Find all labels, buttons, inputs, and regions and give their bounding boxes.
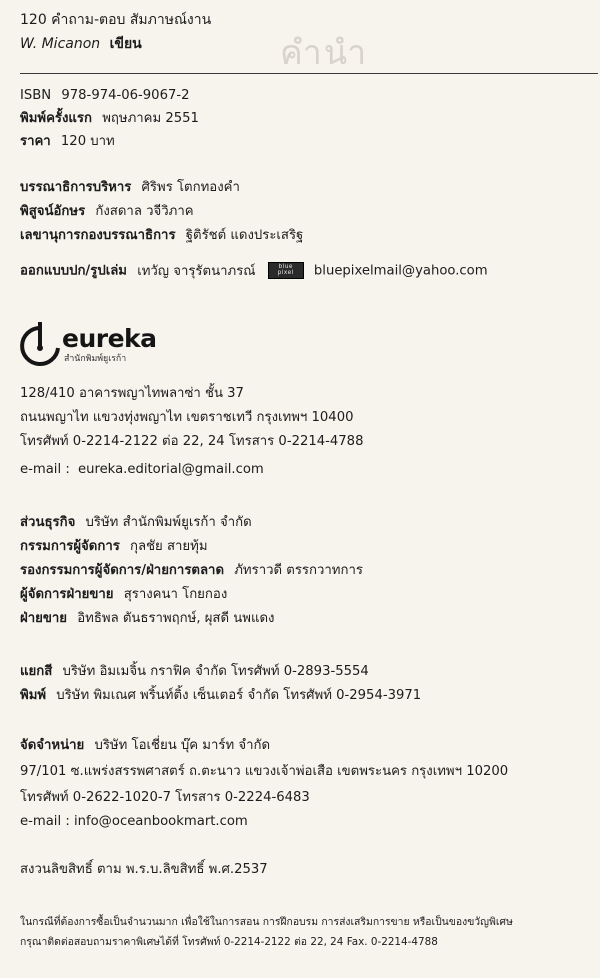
author-line <box>20 36 142 52</box>
credit-role: เลขานุการกองบรรณาธิการ <box>20 228 176 243</box>
eureka-logo <box>18 318 158 374</box>
distribution-role: จัดจำหน่าย <box>20 738 85 753</box>
credit-name: ฐิติรัชต์ แดงประเสริฐ <box>185 228 304 243</box>
distribution-address: 97/101 ซ.แพร่งสรรพศาสตร์ ถ.ตะนาว แขวงเจ้าพ่อเสือ เขตพระนคร กรุงเทพฯ 10200 <box>20 764 509 779</box>
author-role: เขียน <box>109 36 142 52</box>
address-line: โทรศัพท์ 0-2214-2122 ต่อ 22, 24 โทรสาร 0-2214-4788 <box>20 434 364 449</box>
business-role: ส่วนธุรกิจ <box>20 515 76 530</box>
business-line <box>20 611 274 627</box>
cover-role: ออกแบบปก/รูปเล่ม <box>20 263 127 279</box>
printing-name: บริษัท อิมเมจิ้น กราฟิค จำกัด โทรศัพท์ 0-2893-5554 <box>62 664 369 679</box>
credit-line <box>20 204 194 220</box>
business-role: ฝ่ายขาย <box>20 611 68 626</box>
business-line <box>20 563 363 579</box>
isbn-label: ISBN <box>20 88 52 103</box>
credit-name: ศิริพร โตกทองคำ <box>141 180 240 195</box>
header-divider <box>20 73 598 74</box>
cover-email: bluepixelmail@yahoo.com <box>313 263 488 279</box>
credit-name: กังสดาล วจีวิภาค <box>95 204 194 219</box>
publisher-email-line <box>20 462 264 478</box>
printing-role: แยกสี <box>20 664 53 679</box>
bleed-through-text: คำนำ <box>280 33 369 73</box>
address-line: ถนนพญาไท แขวงทุ่งพญาไท เขตราชเทวี กรุงเทพฯ 10400 <box>20 410 354 425</box>
edition-label: พิมพ์ครั้งแรก <box>20 111 92 126</box>
distribution-phone: โทรศัพท์ 0-2622-1020-7 โทรสาร 0-2224-6483 <box>20 790 310 805</box>
business-name: บริษัท สำนักพิมพ์ยูเรก้า จำกัด <box>85 515 252 530</box>
business-role: รองกรรมการผู้จัดการ/ฝ่ายการตลาด <box>20 563 225 578</box>
price-label: ราคา <box>20 134 51 149</box>
credit-line <box>20 180 240 196</box>
footer-note: กรุณาติดต่อสอบถามราคาพิเศษได้ที่ โทรศัพท์ 0-2214-2122 ต่อ 22, 24 Fax. 0-2214-4788 <box>20 936 438 948</box>
publisher-email: eureka.editorial@gmail.com <box>77 462 264 477</box>
distribution-name: บริษัท โอเชี่ยน บุ๊ค มาร์ท จำกัด <box>94 738 271 753</box>
business-line <box>20 539 208 555</box>
credit-line <box>20 228 303 244</box>
logo-subtitle: สำนักพิมพ์ยูเรก้า <box>64 354 127 364</box>
business-role: กรรมการผู้จัดการ <box>20 539 120 554</box>
business-name: ภัทราวดี ตรรกวาทการ <box>234 563 363 578</box>
printing-role: พิมพ์ <box>20 688 47 703</box>
business-name: อิทธิพล ตันธราพฤกษ์, ผุสดี นพแดง <box>77 611 275 626</box>
business-name: กุลชัย สายทุ้ม <box>130 539 208 554</box>
business-line <box>20 587 227 603</box>
cover-designer-line <box>20 262 488 280</box>
business-line <box>20 515 252 531</box>
printing-name: บริษัท พิมเณศ พริ้นท์ติ้ง เซ็นเตอร์ จำกัด โทรศัพท์ 0-2954-3971 <box>56 688 422 703</box>
edition-line <box>20 111 199 127</box>
author-name: W. Micanon <box>20 36 101 52</box>
distribution-email: e-mail : info@oceanbookmart.com <box>20 814 248 829</box>
business-name: สุรางคนา โกยกอง <box>123 587 228 602</box>
address-line: 128/410 อาคารพญาไทพลาซ่า ชั้น 37 <box>20 386 244 401</box>
eureka-logo-icon <box>18 318 64 374</box>
credit-role: บรรณาธิการบริหาร <box>20 180 132 195</box>
edition-value: พฤษภาคม 2551 <box>102 111 199 126</box>
price-line <box>20 134 115 150</box>
logo-wordmark: eureka <box>62 324 157 353</box>
copyright-notice: สงวนลิขสิทธิ์ ตาม พ.ร.บ.ลิขสิทธิ์ พ.ศ.2537 <box>20 862 268 877</box>
isbn-line <box>20 88 190 104</box>
printing-line <box>20 688 421 704</box>
printing-line <box>20 664 369 680</box>
business-role: ผู้จัดการฝ่ายขาย <box>20 587 114 602</box>
price-value: 120 บาท <box>60 134 115 149</box>
credit-role: พิสูจน์อักษร <box>20 204 86 219</box>
distribution-line <box>20 738 270 754</box>
cover-name: เทวัญ จารุรัตนาภรณ์ <box>137 263 256 279</box>
bluepixel-badge: blue pixel <box>268 262 304 279</box>
email-label: e-mail : <box>20 462 70 477</box>
footer-note: ในกรณีที่ต้องการซื้อเป็นจำนวนมาก เพื่อใช้ในการสอน การฝึกอบรม การส่งเสริมการขาย หรือเป็นของขวัญพิเศษ <box>20 916 513 928</box>
book-title: 120 คำถาม-ตอบ สัมภาษณ์งาน <box>20 12 212 28</box>
isbn-value: 978-974-06-9067-2 <box>61 88 190 103</box>
